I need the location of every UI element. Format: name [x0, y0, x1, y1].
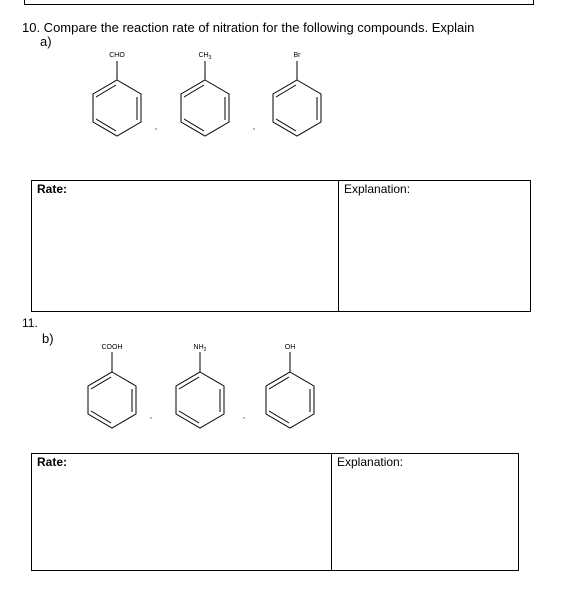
- separator-comma-3: ,: [149, 411, 153, 420]
- explanation-label-b: Explanation:: [337, 455, 404, 469]
- separator-comma-1: ,: [154, 122, 158, 131]
- rate-box-a[interactable]: [31, 180, 339, 312]
- substituent-ch3-label: $CH_3$: [198, 52, 212, 61]
- rate-box-b[interactable]: [31, 453, 332, 571]
- substituent-oh-label: OH: [284, 344, 296, 351]
- rate-label-a: Rate:: [37, 182, 68, 196]
- phenol-structure: [266, 344, 314, 428]
- top-border-box: [24, 0, 534, 5]
- explanation-box-a[interactable]: [338, 180, 531, 312]
- benzoic-acid-structure: [88, 344, 136, 428]
- structures-row-a: [60, 42, 350, 154]
- substituent-cooh-label: COOH: [101, 344, 123, 351]
- substituent-cho-label: CHO: [109, 52, 125, 59]
- toluene-structure: [181, 52, 229, 136]
- substituent-nh2-label: $NH_2$: [193, 344, 207, 353]
- structures-row-b: [60, 336, 350, 444]
- rate-label-b: Rate:: [37, 455, 68, 469]
- separator-comma-4: ,: [242, 411, 246, 420]
- benzaldehyde-structure: [93, 52, 141, 136]
- substituent-br-label: Br: [293, 52, 301, 59]
- separator-comma-2: ,: [252, 122, 256, 131]
- part-b-label: b): [42, 331, 54, 346]
- bromobenzene-structure: [273, 52, 321, 136]
- explanation-box-b[interactable]: [331, 453, 519, 571]
- aniline-structure: [176, 344, 224, 428]
- explanation-label-a: Explanation:: [344, 182, 411, 196]
- part-a-label: a): [40, 34, 52, 49]
- question-10-text: 10. Compare the reaction rate of nitration for the following compounds. Explain: [22, 20, 475, 35]
- question-11-number: 11.: [22, 316, 38, 330]
